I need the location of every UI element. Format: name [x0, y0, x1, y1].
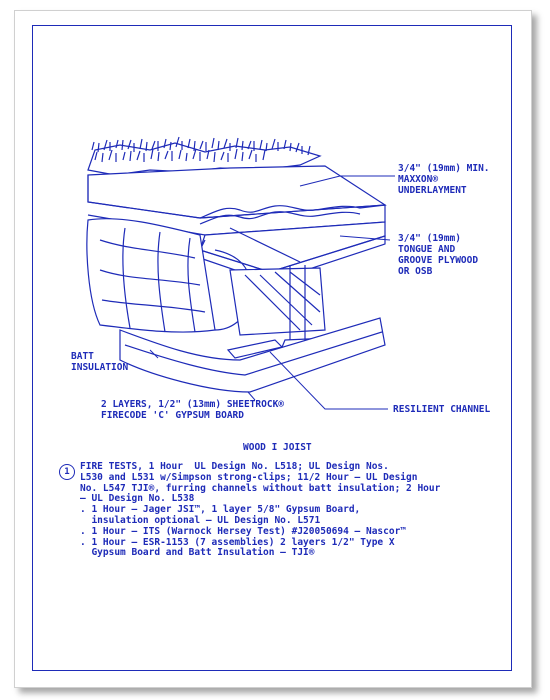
- fire-test-notes: FIRE TESTS, 1 Hour UL Design No. L518; UL Design Nos. L530 and L531 w/Simpson strong-clips; 11/2 Hour — UL Design No. L547 TJI®, furring channels without batt insulation; 2 Hour — UL Design No. L538 . 1 Hour — Jager JSI™, 1 layer 5/8" Gypsum Board, insulation optional — UL Design No. L571 . 1 Hour — ITS (Warnock Hersey Test) #J20050694 — Nascor™ . 1 Hour — ESR-1153 (7 assemblies) 2 layers 1/2" Type X Gypsum Board and Batt Insulation — TJI®: [80, 461, 441, 559]
- batt-callout: BATT INSULATION: [71, 351, 129, 373]
- gypsum-callout: 2 LAYERS, 1/2" (13mm) SHEETROCK® FIRECODE 'C' GYPSUM BOARD: [101, 399, 285, 421]
- note-number: 1: [59, 464, 75, 480]
- plywood-callout: 3/4" (19mm) TONGUE AND GROOVE PLYWOOD OR OSB: [398, 233, 479, 277]
- underlayment-callout: 3/4" (19mm) MIN. MAXXON® UNDERLAYMENT: [398, 163, 490, 196]
- drawing-title: WOOD I JOIST: [243, 442, 312, 453]
- resilient-channel-callout: RESILIENT CHANNEL: [393, 404, 491, 415]
